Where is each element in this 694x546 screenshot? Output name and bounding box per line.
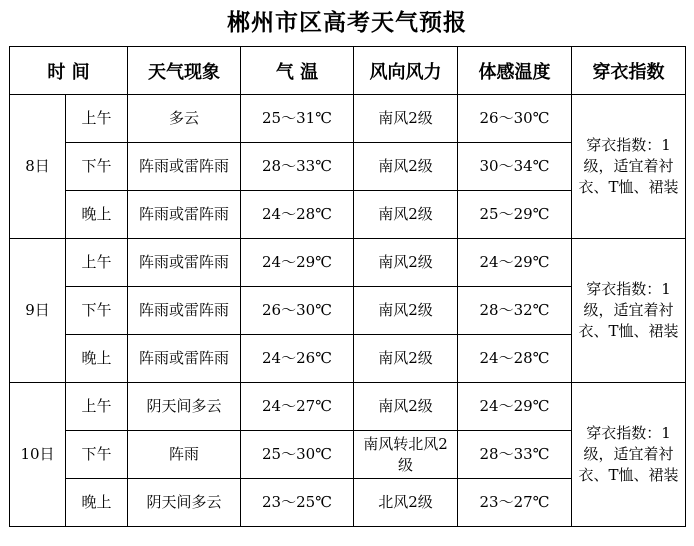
- clothing-tip-cell: 穿衣指数：1级，适宜着衬衣、T恤、裙装: [572, 383, 686, 527]
- header-row: [10, 47, 686, 95]
- clothing-tip-cell: 穿衣指数：1级，适宜着衬衣、T恤、裙装: [572, 95, 686, 239]
- wind-cell: 南风转北风2级: [354, 431, 458, 479]
- temperature-cell: 25～31℃: [241, 95, 354, 143]
- feels-like-cell: 24～29℃: [458, 239, 572, 287]
- period-cell: 下午: [66, 143, 128, 191]
- feels-like-cell: 28～33℃: [458, 431, 572, 479]
- temperature-cell: 24～29℃: [241, 239, 354, 287]
- feels-like-cell: 28～32℃: [458, 287, 572, 335]
- wind-cell: 南风2级: [354, 287, 458, 335]
- weather-cell: 阵雨或雷阵雨: [128, 191, 241, 239]
- period-cell: 上午: [66, 239, 128, 287]
- weather-cell: 阵雨: [128, 431, 241, 479]
- temperature-cell: 23～25℃: [241, 479, 354, 527]
- wind-cell: 南风2级: [354, 95, 458, 143]
- weather-cell: 多云: [128, 95, 241, 143]
- table-row: [10, 95, 686, 143]
- weather-cell: 阴天间多云: [128, 479, 241, 527]
- period-cell: 上午: [66, 95, 128, 143]
- weather-cell: 阴天间多云: [128, 383, 241, 431]
- feels-like-cell: 26～30℃: [458, 95, 572, 143]
- period-cell: 下午: [66, 287, 128, 335]
- wind-cell: 南风2级: [354, 143, 458, 191]
- weather-cell: 阵雨或雷阵雨: [128, 143, 241, 191]
- wind-cell: 北风2级: [354, 479, 458, 527]
- header-temperature: 气 温: [241, 47, 354, 95]
- header-feels-like: 体感温度: [458, 47, 572, 95]
- temperature-cell: 25～30℃: [241, 431, 354, 479]
- table-row: [10, 383, 686, 431]
- period-cell: 晚上: [66, 479, 128, 527]
- header-time: 时 间: [10, 47, 128, 95]
- period-cell: 下午: [66, 431, 128, 479]
- period-cell: 上午: [66, 383, 128, 431]
- feels-like-cell: 30～34℃: [458, 143, 572, 191]
- day-date: 8日: [10, 95, 66, 239]
- period-cell: 晚上: [66, 191, 128, 239]
- wind-cell: 南风2级: [354, 239, 458, 287]
- weather-cell: 阵雨或雷阵雨: [128, 239, 241, 287]
- temperature-cell: 26～30℃: [241, 287, 354, 335]
- forecast-table: [9, 46, 686, 527]
- page-title: 郴州市区高考天气预报: [227, 10, 467, 36]
- clothing-tip-cell: 穿衣指数：1级，适宜着衬衣、T恤、裙装: [572, 239, 686, 383]
- day-date: 10日: [10, 383, 66, 527]
- table-row: [10, 239, 686, 287]
- wind-cell: 南风2级: [354, 191, 458, 239]
- weather-cell: 阵雨或雷阵雨: [128, 287, 241, 335]
- wind-cell: 南风2级: [354, 383, 458, 431]
- day-date: 9日: [10, 239, 66, 383]
- header-wind: 风向风力: [354, 47, 458, 95]
- header-clothing: 穿衣指数: [572, 47, 686, 95]
- temperature-cell: 24～26℃: [241, 335, 354, 383]
- temperature-cell: 24～27℃: [241, 383, 354, 431]
- feels-like-cell: 25～29℃: [458, 191, 572, 239]
- weather-cell: 阵雨或雷阵雨: [128, 335, 241, 383]
- period-cell: 晚上: [66, 335, 128, 383]
- feels-like-cell: 24～28℃: [458, 335, 572, 383]
- header-weather: 天气现象: [128, 47, 241, 95]
- temperature-cell: 24～28℃: [241, 191, 354, 239]
- feels-like-cell: 23～27℃: [458, 479, 572, 527]
- temperature-cell: 28～33℃: [241, 143, 354, 191]
- wind-cell: 南风2级: [354, 335, 458, 383]
- feels-like-cell: 24～29℃: [458, 383, 572, 431]
